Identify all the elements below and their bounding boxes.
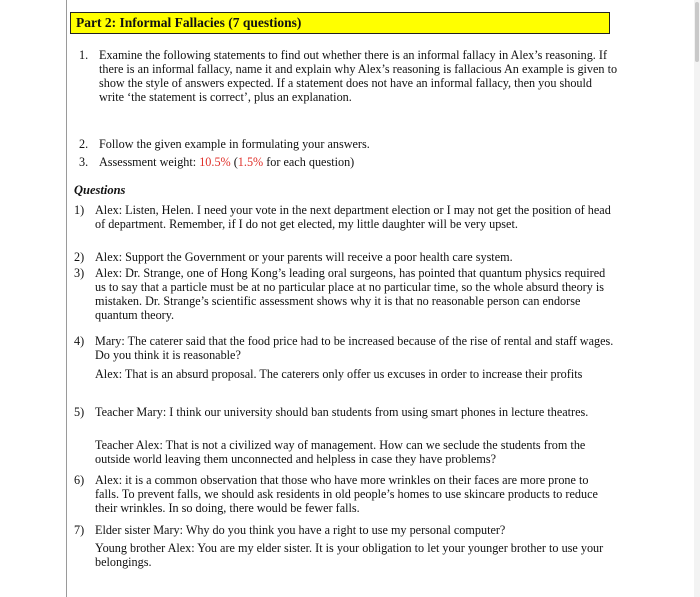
question-item: 7) Elder sister Mary: Why do you think you have a right to use my personal computer? bbox=[74, 523, 506, 537]
question-item: 1) Alex: Listen, Helen. I need your vote in the next department election or I may not get the position of head of department. Remember, if I do not get elected, my little daughter will be very upset. bbox=[74, 203, 611, 231]
per-question-weight: 1.5% bbox=[237, 155, 264, 169]
question-item: 3) Alex: Dr. Strange, one of Hong Kong’s leading oral surgeons, has pointed that quantum physics required us to say that a particle must be at no particular place at no particular time, so the whole absurd theory is mistaken. Dr. Strange’s scientific assessment shows why it is that no reasonable person can endorse quantum theory. bbox=[74, 266, 606, 322]
assessment-weight: 10.5% bbox=[199, 155, 231, 169]
scrollbar-thumb[interactable] bbox=[695, 2, 699, 62]
questions-heading: Questions bbox=[74, 183, 126, 197]
instruction-item: 2. Follow the given example in formulating your answers. bbox=[79, 137, 370, 151]
question-item: 5) Teacher Mary: I think our university should ban students from using smart phones in lecture theatres. bbox=[74, 405, 589, 419]
section-title: Part 2: Informal Fallacies (7 questions) bbox=[70, 12, 610, 34]
question-item: 6) Alex: it is a common observation that those who have more wrinkles on their faces are more prone to falls. To prevent falls, we should ask residents in old people’s homes to use skincare products to reduce their wrinkles. In so doing, there would be fewer falls. bbox=[74, 473, 598, 515]
question-reply: Alex: That is an absurd proposal. The caterers only offer us excuses in order to increase their profits bbox=[95, 367, 583, 381]
question-item: 2) Alex: Support the Government or your parents will receive a poor health care system. bbox=[74, 250, 513, 264]
question-reply: Young brother Alex: You are my elder sister. It is your obligation to let your younger brother to use your belongings. bbox=[95, 541, 604, 569]
question-item: 4) Mary: The caterer said that the food price had to be increased because of the rise of rental and staff wages. Do you think it is reasonable? bbox=[74, 334, 614, 362]
question-reply: Teacher Alex: That is not a civilized way of management. How can we seclude the students from the outside world leaving them unconnected and helpless in case they have problems? bbox=[95, 438, 586, 466]
instruction-item: 3. Assessment weight: 10.5% (1.5% for each question) bbox=[79, 155, 355, 169]
scrollbar[interactable] bbox=[694, 0, 700, 597]
instruction-item: 1. Examine the following statements to find out whether there is an informal fallacy in Alex’s reasoning. If there is an informal fallacy, name it and explain why Alex’s reasoning is fallacious An example is given to show the style of answers expected. If a statement does not have an informal fallacy, then you should write ‘the statement is correct’, plus an explanation. bbox=[79, 48, 618, 104]
